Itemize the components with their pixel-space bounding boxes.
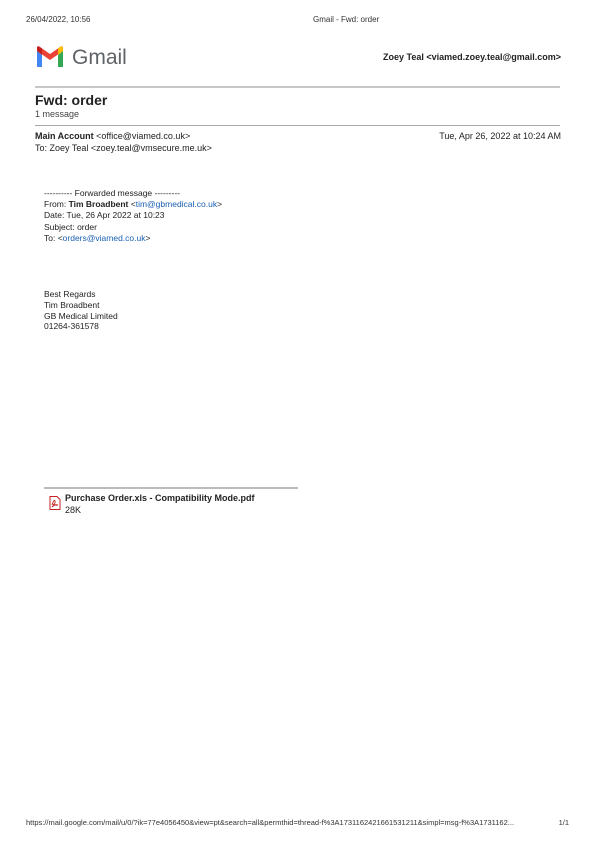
message-date: Tue, Apr 26, 2022 at 10:24 AM (439, 131, 561, 141)
forward-date: Date: Tue, 26 Apr 2022 at 10:23 (44, 210, 165, 220)
print-title: Gmail - Fwd: order (313, 15, 380, 24)
attachment-size: 28K (65, 505, 82, 515)
message-sender (35, 131, 190, 141)
signature-line: GB Medical Limited (44, 311, 118, 321)
print-url: https://mail.google.com/mail/u/0/?ik=77e4056450&view=pt&search=all&permthid=thread-f%3A1731162421661531211&simpl=msg-f%3A1731162... (26, 818, 515, 827)
forward-from-close: > (217, 199, 223, 209)
forward-from (44, 199, 222, 209)
pdf-icon[interactable] (49, 496, 61, 510)
header-divider (35, 86, 560, 88)
forward-to-email-link[interactable]: orders@viamed.co.uk (62, 233, 146, 243)
signature-line: Tim Broadbent (44, 300, 100, 310)
forward-from-prefix: From: (44, 199, 69, 209)
sender-name: Main Account (35, 131, 94, 141)
gmail-wordmark: Gmail (72, 46, 127, 69)
account-user: Zoey Teal <viamed.zoey.teal@gmail.com> (382, 52, 561, 62)
forward-from-open: < (128, 199, 136, 209)
print-page-number: 1/1 (558, 818, 569, 827)
forward-separator: ---------- Forwarded message --------- (44, 188, 180, 198)
message-count: 1 message (35, 109, 80, 119)
forward-to (44, 233, 150, 243)
print-datetime: 26/04/2022, 10:56 (26, 15, 91, 24)
signature-line: Best Regards (44, 289, 96, 299)
attachment-name[interactable]: Purchase Order.xls - Compatibility Mode.pdf (65, 493, 255, 503)
attachment-divider (44, 487, 298, 489)
thread-divider (35, 125, 560, 126)
forward-to-prefix: To: < (44, 233, 63, 243)
forward-subject: Subject: order (44, 222, 97, 232)
forward-from-name: Tim Broadbent (68, 199, 129, 209)
message-recipient: To: Zoey Teal <zoey.teal@vmsecure.me.uk> (35, 143, 212, 153)
gmail-envelope-icon (35, 45, 65, 69)
thread-subject: Fwd: order (35, 92, 108, 108)
signature-line: 01264-361578 (44, 321, 99, 331)
sender-email: <office@viamed.co.uk> (93, 131, 191, 141)
forward-to-close: > (145, 233, 151, 243)
forward-from-email-link[interactable]: tim@gbmedical.co.uk (135, 199, 218, 209)
gmail-logo (35, 45, 130, 71)
